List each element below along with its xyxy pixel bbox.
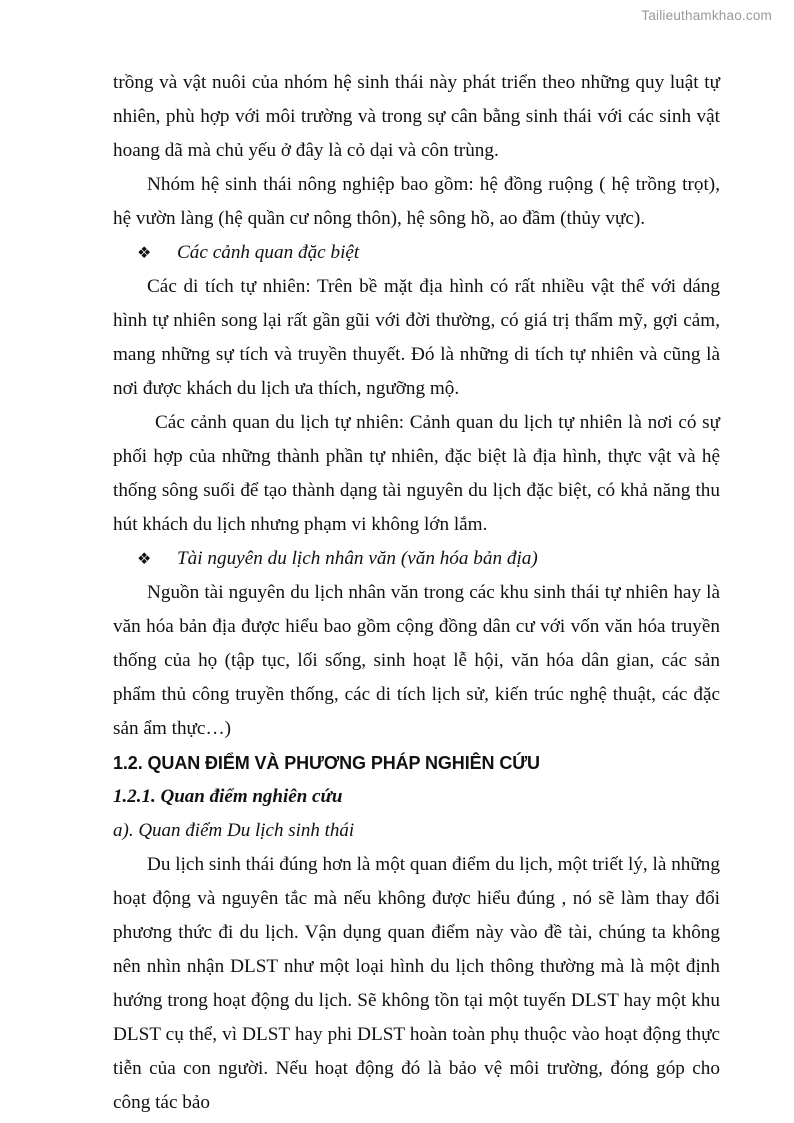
paragraph-he-sinh-thai-nong-nghiep-continued: trồng và vật nuôi của nhóm hệ sinh thái này phát triển theo những quy luật tự nhiên, phù hợp với môi trường và trong sự cân bằng sinh thái với các sinh vật hoang dã mà chủ yếu ở đây là cỏ dại và côn trùng. [113,72,720,161]
document-text-column [113,66,720,1120]
paragraph-nguon-tai-nguyen-du-lich-nhan-van: Nguồn tài nguyên du lịch nhân văn trong các khu sinh thái tự nhiên hay là văn hóa bản địa được hiểu bao gồm cộng đồng dân cư với vốn văn hóa truyền thống của họ (tập tục, lối sống, sinh hoạt lễ hội, văn hóa dân gian, các sản phẩm thủ công truyền thống, các di tích lịch sử, kiến trúc nghệ thuật, các đặc sản ẩm thực…) [113,582,720,739]
paragraph-cac-canh-quan-du-lich-tu-nhien: Các cảnh quan du lịch tự nhiên: Cảnh quan du lịch tự nhiên là nơi có sự phối hợp của những thành phần tự nhiên, đặc biệt là địa hình, thực vật và hệ thống sông suối để tạo thành dạng tài nguyên du lịch đặc biệt, có khả năng thu hút khách du lịch nhưng phạm vi không lớn lắm. [113,412,720,535]
diamond-bullet-icon: ❖ [137,549,152,568]
bullet-cac-canh-quan-dac-biet [113,236,720,270]
heading-1-2-1-quan-diem-nghien-cuu: 1.2.1. Quan điểm nghiên cứu [113,786,343,807]
paragraph-nhom-he-sinh-thai-nong-nghiep: Nhóm hệ sinh thái nông nghiệp bao gồm: hệ đồng ruộng ( hệ trồng trọt), hệ vườn làng (hệ quần cư nông thôn), hệ sông hồ, ao đầm (thủy vực). [113,174,720,229]
bullet-tai-nguyen-du-lich-nhan-van-label: Tài nguyên du lịch nhân văn (văn hóa bản địa) [177,548,538,569]
heading-1-2-quan-diem-va-phuong-phap-nghien-cuu: 1.2. QUAN ĐIỂM VÀ PHƯƠNG PHÁP NGHIÊN CỨU [113,753,540,773]
paragraph-du-lich-sinh-thai-dung-hon: Du lịch sinh thái đúng hơn là một quan điểm du lịch, một triết lý, là những hoạt động và nguyên tắc mà nếu không được hiểu đúng , nó sẽ làm thay đổi phương thức đi du lịch. Vận dụng quan điểm này vào đề tài, chúng ta không nên nhìn nhận DLST như một loại hình du lịch thông thường mà là một định hướng trong hoạt động du lịch. Sẽ không tồn tại một tuyến DLST hay một khu DLST cụ thể, vì DLST hay phi DLST hoàn toàn phụ thuộc vào hoạt động thực tiễn của con người. Nếu hoạt động đó là bảo vệ môi trường, đóng góp cho công tác bảo [113,854,720,1113]
bullet-cac-canh-quan-dac-biet-label: Các cảnh quan đặc biệt [177,242,360,263]
heading-a-quan-diem-du-lich-sinh-thai: a). Quan điểm Du lịch sinh thái [113,820,355,841]
diamond-bullet-icon: ❖ [137,243,152,262]
watermark-text: Tailieuthamkhao.com [641,8,772,23]
paragraph-cac-di-tich-tu-nhien: Các di tích tự nhiên: Trên bề mặt địa hình có rất nhiều vật thể với dáng hình tự nhiên song lại rất gần gũi với đời thường, có giá trị thẩm mỹ, gợi cảm, mang những sự tích và truyền thuyết. Đó là những di tích tự nhiên và cũng là nơi được khách du lịch ưa thích, ngưỡng mộ. [113,276,720,399]
bullet-tai-nguyen-du-lich-nhan-van [113,542,720,576]
